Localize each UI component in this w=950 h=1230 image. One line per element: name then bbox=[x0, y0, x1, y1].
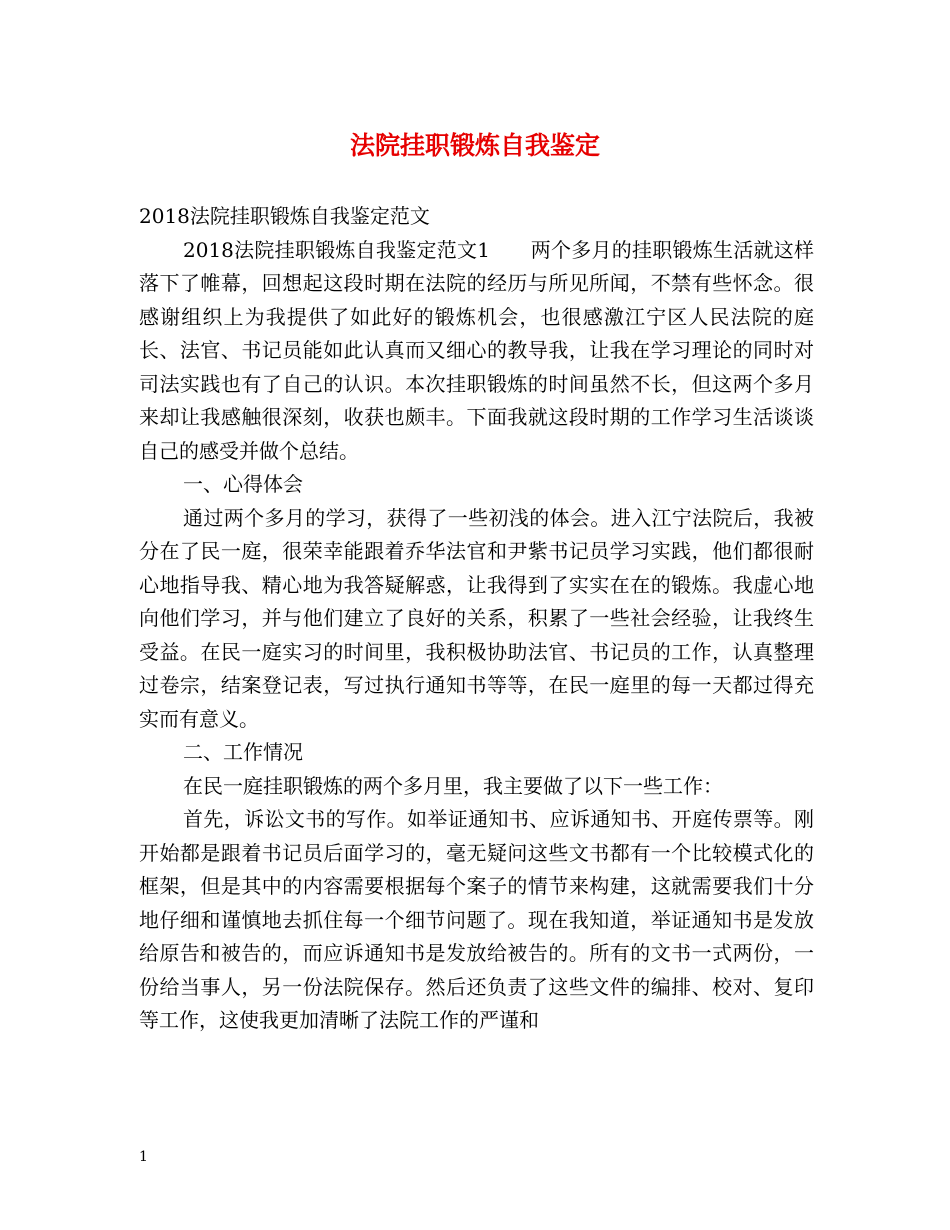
page-number: 1 bbox=[139, 1149, 148, 1165]
paragraph-work-first: 首先，诉讼文书的写作。如举证通知书、应诉通知书、开庭传票等。刚开始都是跟着书记员后面学习的，毫无疑问这些文书都有一个比较模式化的框架，但是其中的内容需要根据每个案子的情节来构建，这就需要我们十分地仔细和谨慎地去抓住每一个细节问题了。现在我知道，举证通知书是发放给原告和被告的，而应诉通知书是发放给被告的。所有的文书一式两份，一份给当事人，另一份法院保存。然后还负责了这些文件的编排、校对、复印等工作，这使我更加清晰了法院工作的严谨和 bbox=[139, 807, 814, 1032]
document-title: 法院挂职锻炼自我鉴定 bbox=[349, 131, 600, 160]
section-heading-insights: 一、心得体会 bbox=[183, 472, 303, 496]
section-heading-work: 二、工作情况 bbox=[183, 740, 303, 764]
paragraph-work-intro: 在民一庭挂职锻炼的两个多月里，我主要做了以下一些工作： bbox=[183, 773, 723, 798]
paragraph-subtitle: 2018法院挂职锻炼自我鉴定范文 bbox=[139, 204, 430, 228]
paragraph-insights: 通过两个多月的学习，获得了一些初浅的体会。进入江宁法院后，我被分在了民一庭，很荣幸能跟着乔华法官和尹紫书记员学习实践，他们都很耐心地指导我、精心地为我答疑解惑，让我得到了实实在在的锻炼。我虚心地向他们学习，并与他们建立了良好的关系，积累了一些社会经验，让我终生受益。在民一庭实习的时间里，我积极协助法官、书记员的工作，认真整理过卷宗，结案登记表，写过执行通知书等等，在民一庭里的每一天都过得充实而有意义。 bbox=[139, 505, 814, 731]
document-body bbox=[139, 200, 814, 1038]
paragraph-intro: 2018法院挂职锻炼自我鉴定范文1 两个多月的挂职锻炼生活就这样落下了帷幕，回想起这段时期在法院的经历与所见所闻，不禁有些怀念。很感谢组织上为我提供了如此好的锻炼机会，也很感激江宁区人民法院的庭长、法官、书记员能如此认真而又细心的教导我，让我在学习理论的同时对司法实践也有了自己的认识。本次挂职锻炼的时间虽然不长，但这两个多月来却让我感触很深刻，收获也颇丰。下面我就这段时期的工作学习生活谈谈自己的感受并做个总结。 bbox=[139, 237, 814, 463]
